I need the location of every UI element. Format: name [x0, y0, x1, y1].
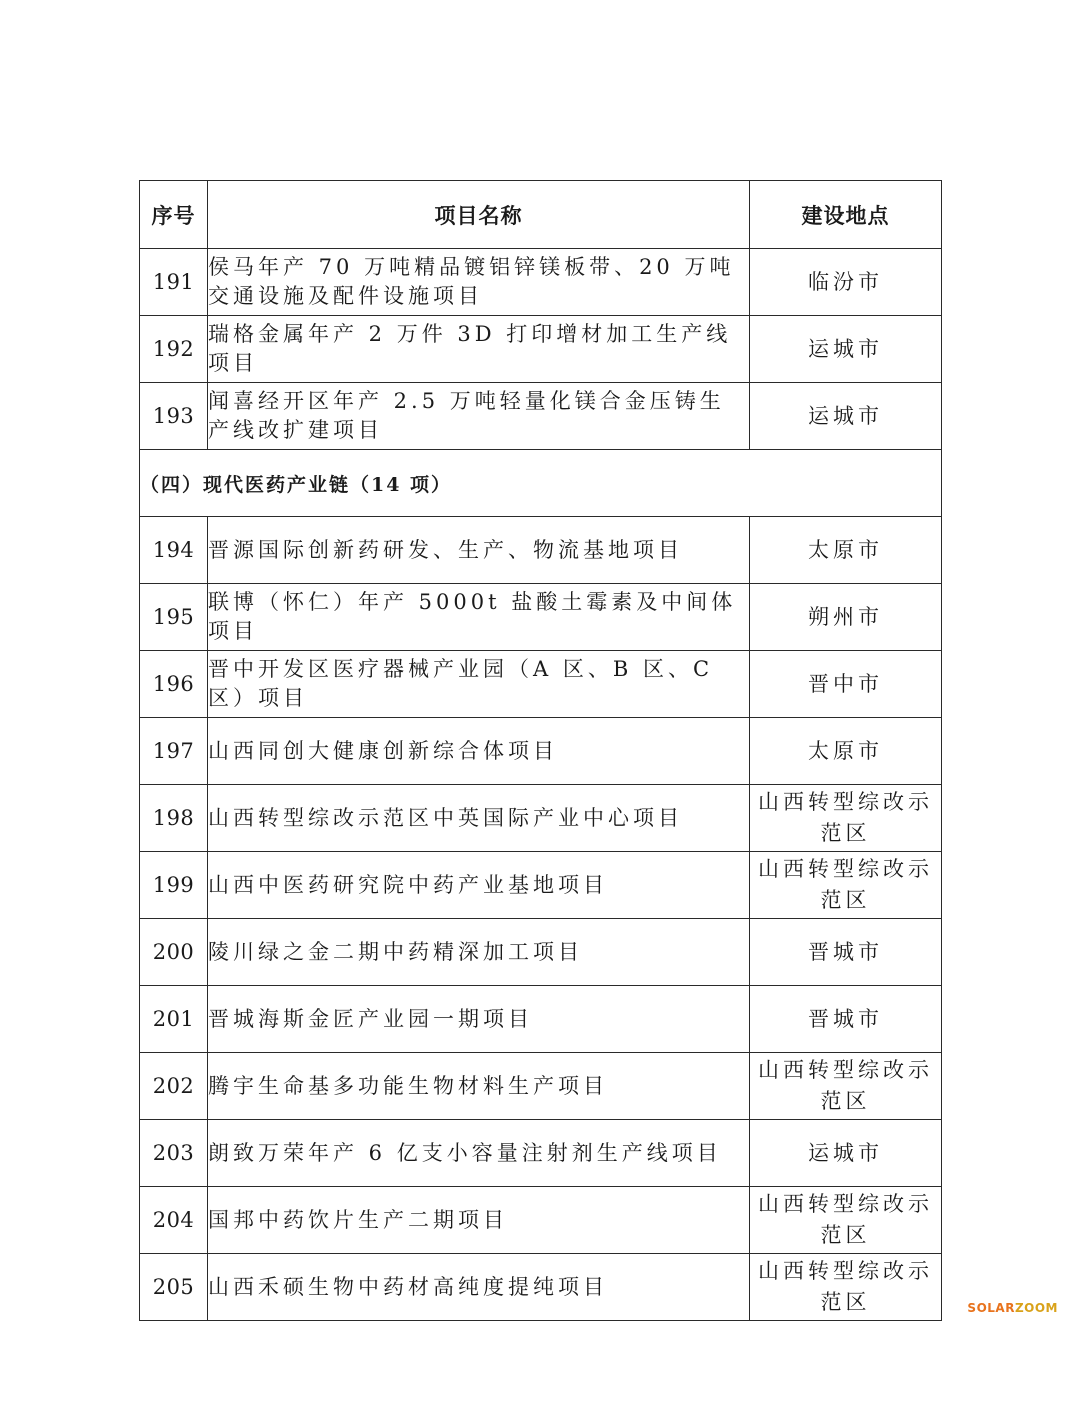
- header-number: 序号: [140, 181, 208, 249]
- row-project-name: 联博（怀仁）年产 5000t 盐酸土霉素及中间体项目: [208, 584, 750, 651]
- header-location: 建设地点: [750, 181, 942, 249]
- row-number: 193: [140, 383, 208, 450]
- table-row: [140, 517, 942, 584]
- row-location: 山西转型综改示范区: [750, 785, 942, 852]
- row-project-name: 晋城海斯金匠产业园一期项目: [208, 986, 750, 1053]
- table-row: [140, 919, 942, 986]
- row-project-name: 晋源国际创新药研发、生产、物流基地项目: [208, 517, 750, 584]
- row-number: 204: [140, 1187, 208, 1254]
- row-location: 晋中市: [750, 651, 942, 718]
- row-number: 192: [140, 316, 208, 383]
- table-row: [140, 383, 942, 450]
- table-row: [140, 785, 942, 852]
- header-project-name: 项目名称: [208, 181, 750, 249]
- table-row: [140, 852, 942, 919]
- table-row: [140, 1254, 942, 1321]
- row-number: 195: [140, 584, 208, 651]
- row-location: 运城市: [750, 1120, 942, 1187]
- section-row: [140, 450, 942, 517]
- row-project-name: 晋中开发区医疗器械产业园（A 区、B 区、C 区）项目: [208, 651, 750, 718]
- table-row: [140, 249, 942, 316]
- table-row: [140, 316, 942, 383]
- row-project-name: 瑞格金属年产 2 万件 3D 打印增材加工生产线项目: [208, 316, 750, 383]
- row-number: 205: [140, 1254, 208, 1321]
- row-project-name: 朗致万荣年产 6 亿支小容量注射剂生产线项目: [208, 1120, 750, 1187]
- row-location: 朔州市: [750, 584, 942, 651]
- row-number: 197: [140, 718, 208, 785]
- row-project-name: 山西中医药研究院中药产业基地项目: [208, 852, 750, 919]
- row-project-name: 陵川绿之金二期中药精深加工项目: [208, 919, 750, 986]
- table-row: [140, 718, 942, 785]
- project-table: [139, 180, 942, 1321]
- row-project-name: 国邦中药饮片生产二期项目: [208, 1187, 750, 1254]
- row-location: 晋城市: [750, 986, 942, 1053]
- table-row: [140, 584, 942, 651]
- row-project-name: 腾宇生命基多功能生物材料生产项目: [208, 1053, 750, 1120]
- row-project-name: 山西同创大健康创新综合体项目: [208, 718, 750, 785]
- row-location: 太原市: [750, 718, 942, 785]
- row-project-name: 山西转型综改示范区中英国际产业中心项目: [208, 785, 750, 852]
- row-number: 201: [140, 986, 208, 1053]
- row-location: 晋城市: [750, 919, 942, 986]
- row-number: 200: [140, 919, 208, 986]
- row-location: 太原市: [750, 517, 942, 584]
- row-location: 山西转型综改示范区: [750, 852, 942, 919]
- row-number: 203: [140, 1120, 208, 1187]
- row-number: 196: [140, 651, 208, 718]
- row-number: 199: [140, 852, 208, 919]
- section-title: （四）现代医药产业链（14 项）: [140, 450, 942, 517]
- watermark-zoom: ZOOM: [1014, 1301, 1058, 1315]
- row-number: 198: [140, 785, 208, 852]
- table-row: [140, 1187, 942, 1254]
- row-location: 运城市: [750, 383, 942, 450]
- row-location: 临汾市: [750, 249, 942, 316]
- row-location: 山西转型综改示范区: [750, 1254, 942, 1321]
- row-location: 山西转型综改示范区: [750, 1187, 942, 1254]
- row-location: 运城市: [750, 316, 942, 383]
- table-row: [140, 651, 942, 718]
- watermark-solar: SOLAR: [967, 1301, 1015, 1315]
- row-project-name: 闻喜经开区年产 2.5 万吨轻量化镁合金压铸生产线改扩建项目: [208, 383, 750, 450]
- table-row: [140, 1120, 942, 1187]
- table-row: [140, 1053, 942, 1120]
- row-project-name: 侯马年产 70 万吨精品镀铝锌镁板带、20 万吨交通设施及配件设施项目: [208, 249, 750, 316]
- row-location: 山西转型综改示范区: [750, 1053, 942, 1120]
- row-number: 191: [140, 249, 208, 316]
- watermark-logo: [967, 1301, 1058, 1315]
- header-row: [140, 181, 942, 249]
- row-number: 202: [140, 1053, 208, 1120]
- row-number: 194: [140, 517, 208, 584]
- row-project-name: 山西禾硕生物中药材高纯度提纯项目: [208, 1254, 750, 1321]
- table-row: [140, 986, 942, 1053]
